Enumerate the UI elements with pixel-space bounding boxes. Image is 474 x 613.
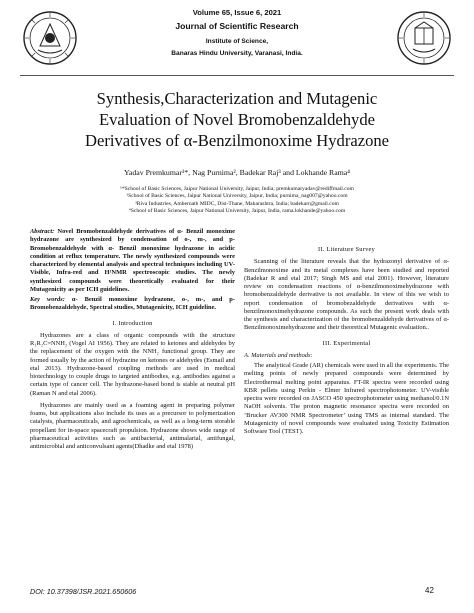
affiliation: ⁴School of Basic Sciences, Jaipur National University, Jaipur, India, rama.lokhande@yahoo.com [128, 208, 346, 215]
section-heading-literature: II. Literature Survey [318, 246, 375, 253]
section-heading-experimental: III. Experimental [322, 339, 371, 347]
journal-name: Journal of Scientific Research [175, 21, 299, 31]
bhu-seal-right-icon [396, 10, 452, 66]
paper-title [30, 88, 444, 151]
abstract-text: Novel Bromobenzaldehyde derivatives of α- Benzil monoxime hydrazone are synthesized by condensation of o-, m-, and p-Bromobenzaldehyde with α- Benzil monoxime hydrazone in acidic condition at reflux temperature. The newly synthesized compounds were characterized by elemental analysis and spectral techniques including UV-Visible, Infra-red and H¹NMR spectroscopic studies. The newly synthesized compounds were theoretically evaluated for their Mutagenicity as per ICH guidelines. [30, 228, 235, 293]
journal-info [90, 8, 384, 58]
affiliation: ²School of Basic Sciences, Jaipur National University, Jaipur, India; purnima_nag007@yahoo.com [126, 193, 348, 200]
keywords-label: Key words: [30, 296, 65, 303]
journal-masthead [0, 0, 474, 72]
left-column [30, 228, 235, 451]
abstract [30, 228, 235, 294]
title-line: Synthesis,Characterization and Mutagenic [96, 89, 378, 108]
intro-paragraph: Hydrazones are a class of organic compounds with the structure R₁R₂C=NNH₂ (Vogel AI 1956). They are related to ketones and aldehydes by the replacement of the oxygen with the NNH₂ functional group. They are formed usually by the action of hydrazine on ketones or aldehydes (Esmail and etal 2013). Hydrazone-based coupling methods are used in medical biotechnology to couple drugs to targeted antibodies, e.g. antibodies against a certain type of cancer cell. The hydrazone-based bond is stable at neutral pH (Raman N and etal 2006). [30, 331, 235, 397]
abstract-label: Abstract: [30, 228, 55, 235]
right-column [244, 228, 449, 436]
header-divider [20, 75, 454, 76]
literature-paragraph: Scanning of the literature reveals that the hydrazonyl derivative of α-Benzilmonoxime and its metal complexes have been studied and reported (Badekar R and etal 2017; Singh MS and etal 2001). However, literature review on condensation reactions of α-benzilmonoximehydrazone with bromobenzaldehyde derivative is not available. In view of this we wish to report condensation of bromobezaldehyde derivatives with α-benzilmonoximehydrazone compounds. As such the present work deals with the synthesis and characterization of the bromobenzaldehyde derivatives of α-Benzilmonoximehydrazone and their theoretical Mutagenic evaluation.. [244, 258, 449, 332]
journal-university: Banaras Hindu University, Varanasi, India. [171, 50, 303, 57]
affiliation: ³Riva Industries, Ambernath MIDC, Dist-Thane, Maharashtra, India; badekarr@gmail.com [135, 200, 339, 207]
affiliations [40, 186, 434, 216]
journal-issue: Volume 65, Issue 6, 2021 [192, 8, 282, 17]
section-heading-introduction: I. Introduction [112, 319, 153, 327]
title-line: Evaluation of Novel Bromobenzaldehyde [98, 110, 376, 129]
keywords [30, 296, 235, 313]
footer-doi: DOI: 10.37398/JSR.2021.650606 [30, 587, 137, 596]
journal-institute: Institute of Science, [205, 38, 269, 45]
page-number: 42 [425, 586, 434, 595]
title-line: Derivatives of α-Benzilmonoxime Hydrazone [84, 131, 390, 150]
intro-paragraph: Hydrazones are mainly used as a foaming agent in preparing polymer foams, but applications also include its uses as a precursor to polymerization catalysts, pharmaceuticals, and agrochemicals, as well as a long-term storable propellant for in-space spacecraft propulsion. Hydrazone shows wide range of pharmaceutical activities such as antibacterial, antimalarial, antifungal, antimicrobial and anticonvulsant agents(Dhadke and etal 1978) [30, 401, 235, 450]
experimental-paragraph: The analytical Grade (AR) chemicals were used in all the experiments. The melting points of newly prepared compounds were determined by Electrothermal melting point apparatus. FT-IR spectra were recorded using KBR pellets using Perkin - Elmer Infrared spectrophotometer. UV-visible spectra were recorded on JASCO 450 spectrophotometer using methanol/0.1N NaOH solvents. The proton magnetic resonance spectra were recorded on ‘Brucker AV300 NMR Spectrometer’ using TMS as internal standard. The Mutagenicity of novel compounds waw evaluated using Toxicity Estimation Software Tool (TEST). [244, 362, 449, 435]
subsection-heading-materials: A. Materials and methods: [244, 351, 313, 359]
bhu-seal-left-icon [22, 10, 78, 66]
affiliation: ¹*School of Basic Sciences, Jaipur National University, Jaipur, India; premkumaryadav@rediffmail.com [120, 186, 354, 192]
author-list: Yadav Premkumar¹*, Nag Purnima², Badekar Raj³ and Lokhande Rama⁴ [124, 168, 350, 177]
keywords-text: α- Benzil monoxime hydrazone, o-, m-, and p-Bromobenzaldehyde, Spectral studies, Mutagenicity, ICH guideline. [30, 296, 235, 312]
